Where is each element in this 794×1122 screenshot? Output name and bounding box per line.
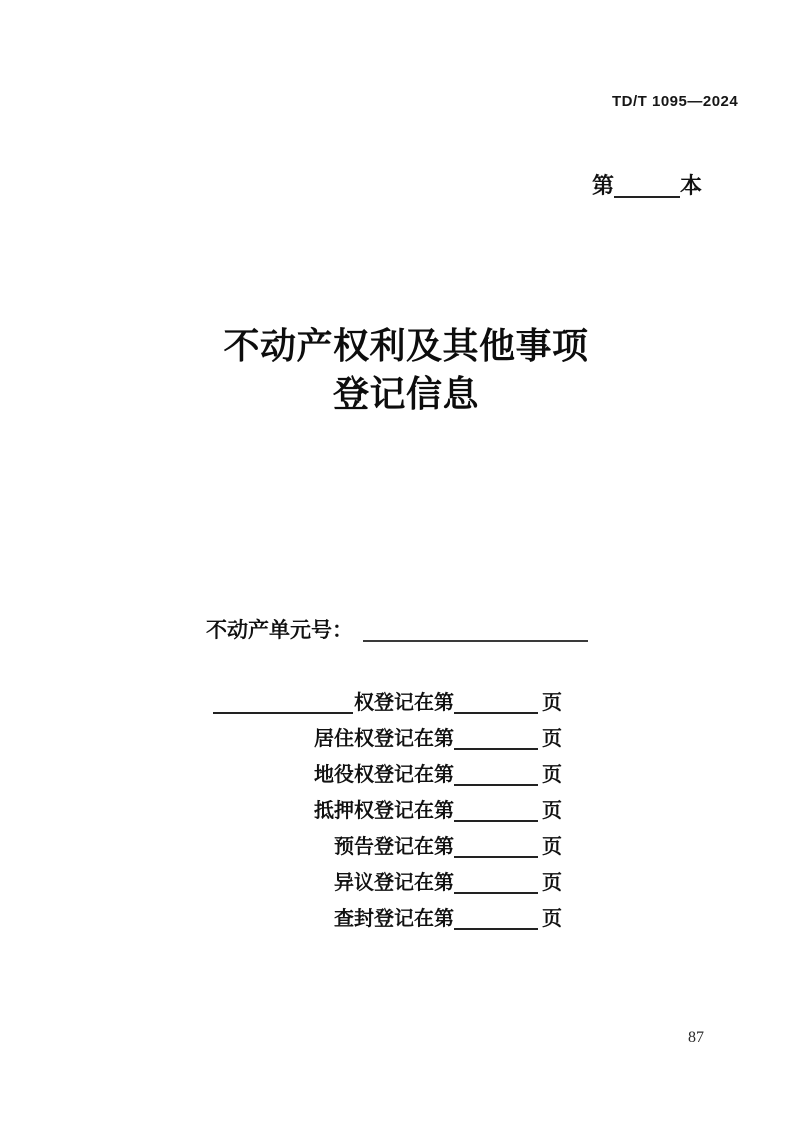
unit-number-row xyxy=(206,617,588,645)
registration-label: 地役权登记在第 xyxy=(314,764,454,786)
unit-number-blank xyxy=(363,619,588,642)
registration-index xyxy=(100,685,562,937)
registration-row xyxy=(100,865,562,901)
registration-row xyxy=(100,757,562,793)
title-line-1: 不动产权利及其他事项 xyxy=(223,325,589,366)
volume-prefix: 第 xyxy=(592,173,615,198)
registration-label: 查封登记在第 xyxy=(334,908,454,930)
volume-blank xyxy=(614,174,680,198)
registration-row xyxy=(100,685,562,721)
page-blank xyxy=(454,692,538,714)
standard-code: TD/T 1095—2024 xyxy=(612,93,739,110)
registration-label: 预告登记在第 xyxy=(334,836,454,858)
registration-row xyxy=(100,901,562,937)
page-blank xyxy=(454,872,538,894)
page-word: 页 xyxy=(542,908,562,930)
registration-row xyxy=(100,829,562,865)
page-word: 页 xyxy=(542,800,562,822)
registration-label: 权登记在第 xyxy=(354,692,454,714)
volume-line xyxy=(592,172,702,200)
title-line-2: 登记信息 xyxy=(332,373,479,414)
page-word: 页 xyxy=(542,764,562,786)
document-title xyxy=(18,322,794,418)
registration-label: 异议登记在第 xyxy=(334,872,454,894)
page-word: 页 xyxy=(542,872,562,894)
page-blank xyxy=(454,728,538,750)
page-blank xyxy=(454,836,538,858)
page-blank xyxy=(454,764,538,786)
registration-row xyxy=(100,721,562,757)
right-type-blank xyxy=(213,692,353,714)
page-number: 87 xyxy=(688,1029,704,1046)
registration-row xyxy=(100,793,562,829)
page-word: 页 xyxy=(542,728,562,750)
page-blank xyxy=(454,800,538,822)
unit-number-label: 不动产单元号： xyxy=(206,619,353,642)
page-blank xyxy=(454,908,538,930)
registration-label: 抵押权登记在第 xyxy=(314,800,454,822)
page-word: 页 xyxy=(542,692,562,714)
volume-suffix: 本 xyxy=(680,173,703,198)
registration-label: 居住权登记在第 xyxy=(314,728,454,750)
page-word: 页 xyxy=(542,836,562,858)
